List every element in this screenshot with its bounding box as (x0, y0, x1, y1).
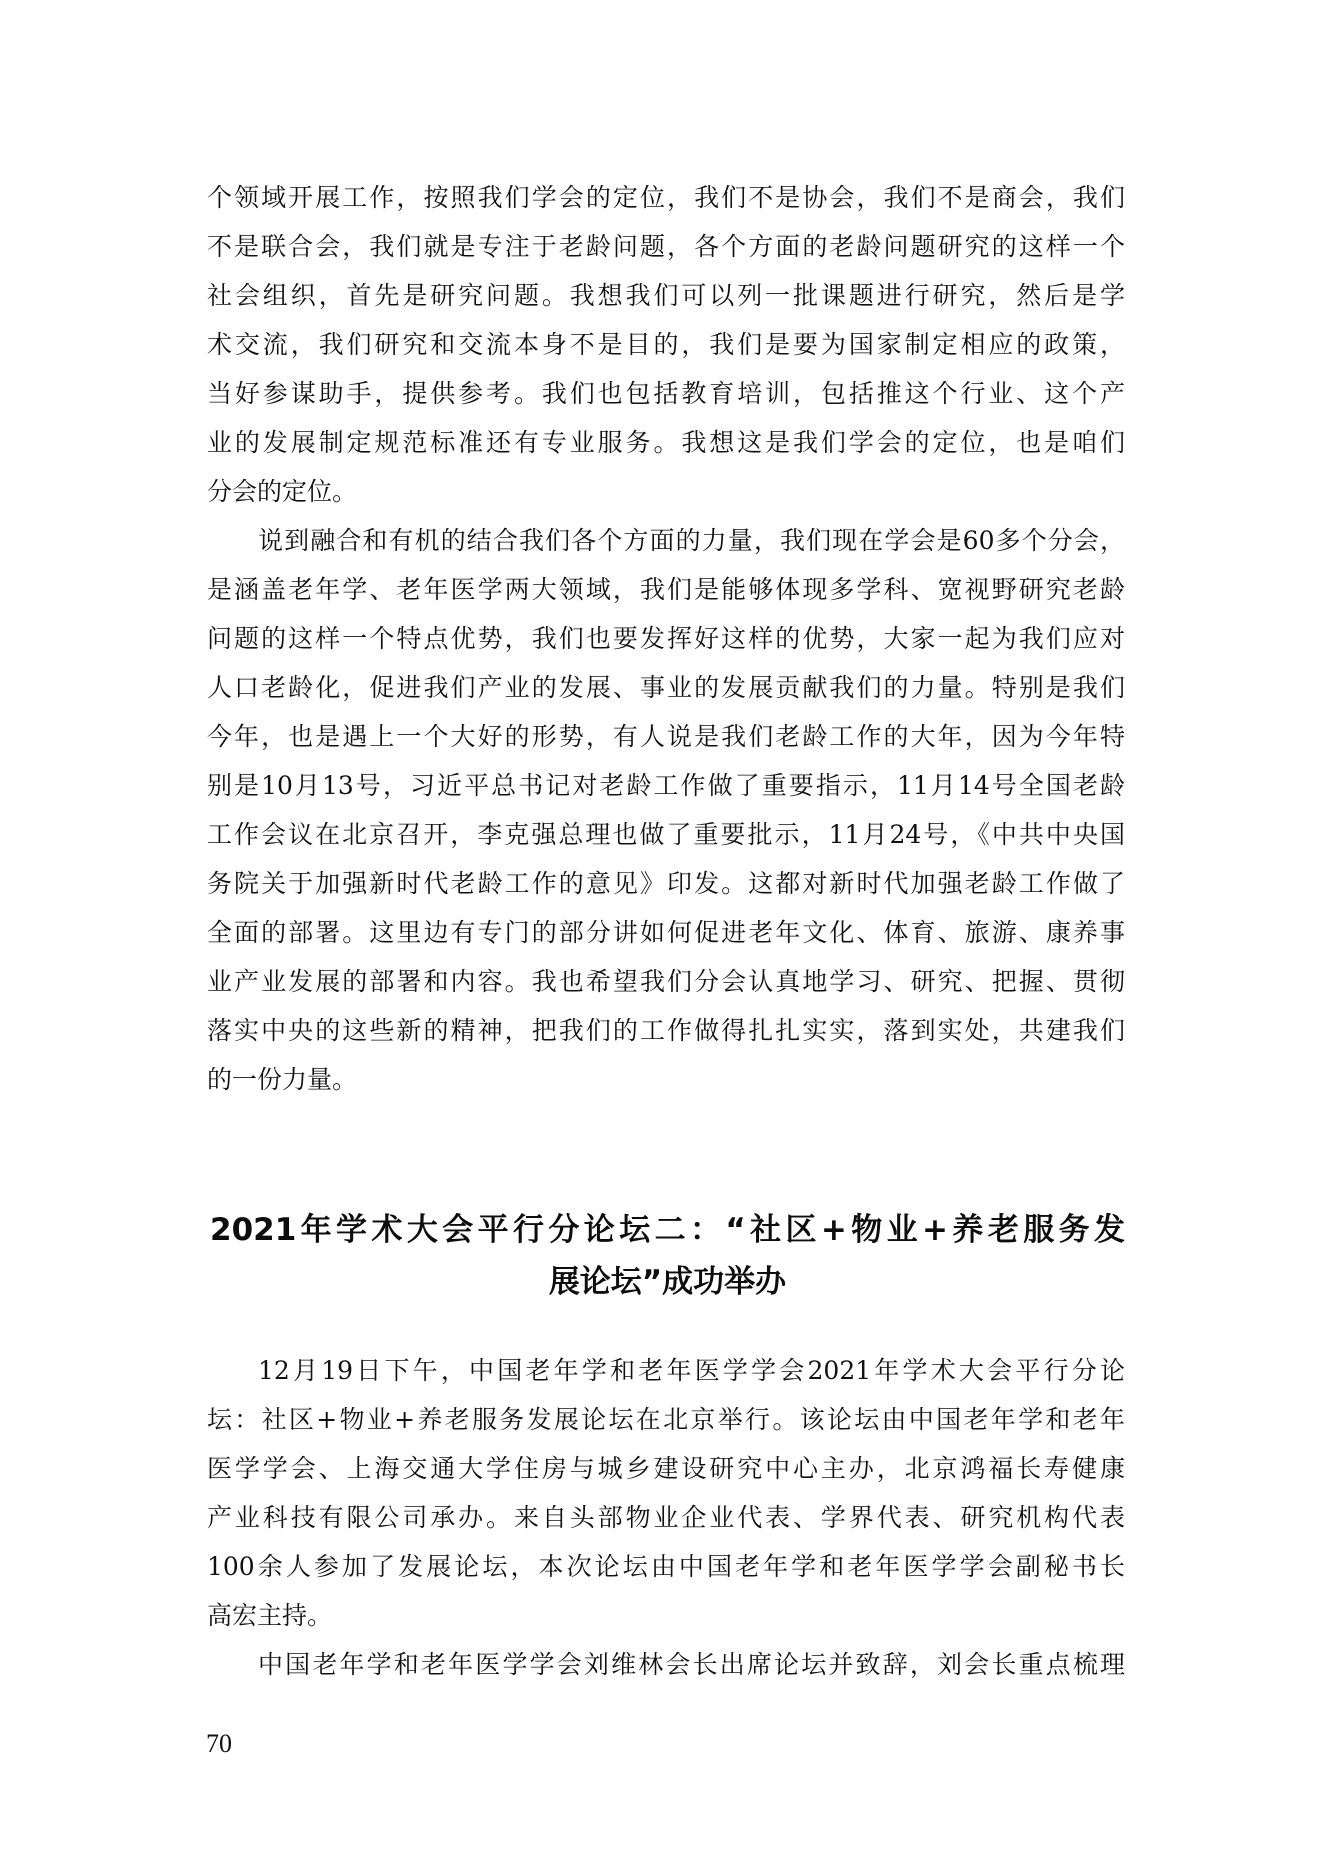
body-text-line: 高宏主持。 (207, 1601, 333, 1630)
body-text-line: 全面的部署。这里边有专门的部分讲如何促进老年文化、体育、旅游、康养事 (207, 918, 1125, 947)
body-text-line: 产业科技有限公司承办。来自头部物业企业代表、学界代表、研究机构代表 (207, 1503, 1125, 1532)
body-text-line: 中国老年学和老年医学学会刘维林会长出席论坛并致辞，刘会长重点梳理 (258, 1650, 1125, 1679)
body-text-line: 业的发展制定规范标准还有专业服务。我想这是我们学会的定位，也是咱们 (207, 428, 1125, 457)
article-title-continued: 展论坛”成功举办 (548, 1264, 787, 1300)
body-text-line: 问题的这样一个特点优势，我们也要发挥好这样的优势，大家一起为我们应对 (207, 624, 1125, 653)
body-text-line: 术交流，我们研究和交流本身不是目的，我们是要为国家制定相应的政策， (207, 330, 1125, 359)
body-text-line: 今年，也是遇上一个大好的形势，有人说是我们老龄工作的大年，因为今年特 (207, 722, 1125, 751)
body-text-line: 业产业发展的部署和内容。我也希望我们分会认真地学习、研究、把握、贯彻 (207, 967, 1125, 996)
body-text-line: 务院关于加强新时代老龄工作的意见》印发。这都对新时代加强老龄工作做了 (207, 869, 1125, 898)
body-text-line: 是涵盖老年学、老年医学两大领域，我们是能够体现多学科、宽视野研究老龄 (207, 575, 1125, 604)
body-text-line: 分会的定位。 (207, 477, 358, 506)
article-title: 2021年学术大会平行分论坛二：“社区+物业+养老服务发 (210, 1212, 1125, 1248)
page-number: 70 (206, 1729, 232, 1758)
body-text-line: 当好参谋助手，提供参考。我们也包括教育培训，包括推这个行业、这个产 (207, 379, 1125, 408)
body-text-line: 医学学会、上海交通大学住房与城乡建设研究中心主办，北京鸿福长寿健康 (207, 1454, 1125, 1483)
body-text-line: 说到融合和有机的结合我们各个方面的力量，我们现在学会是60多个分会， (258, 526, 1125, 555)
body-text-line: 落实中央的这些新的精神，把我们的工作做得扎扎实实，落到实处，共建我们 (207, 1016, 1125, 1045)
body-text-line: 12月19日下午，中国老年学和老年医学学会2021年学术大会平行分论 (258, 1356, 1125, 1385)
body-text-line: 不是联合会，我们就是专注于老龄问题，各个方面的老龄问题研究的这样一个 (207, 232, 1125, 261)
body-text-line: 100余人参加了发展论坛，本次论坛由中国老年学和老年医学学会副秘书长 (207, 1552, 1125, 1581)
body-text-line: 社会组织，首先是研究问题。我想我们可以列一批课题进行研究，然后是学 (207, 281, 1125, 310)
body-text-line: 的一份力量。 (207, 1065, 358, 1094)
body-text-line: 人口老龄化，促进我们产业的发展、事业的发展贡献我们的力量。特别是我们 (207, 673, 1125, 702)
body-text-line: 工作会议在北京召开，李克强总理也做了重要批示，11月24号，《中共中央国 (207, 820, 1125, 849)
body-text-line: 坛：社区+物业+养老服务发展论坛在北京举行。该论坛由中国老年学和老年 (207, 1405, 1125, 1434)
body-text-line: 个领域开展工作，按照我们学会的定位，我们不是协会，我们不是商会，我们 (207, 183, 1125, 212)
body-text-line: 别是10月13号，习近平总书记对老龄工作做了重要指示，11月14号全国老龄 (207, 771, 1125, 800)
